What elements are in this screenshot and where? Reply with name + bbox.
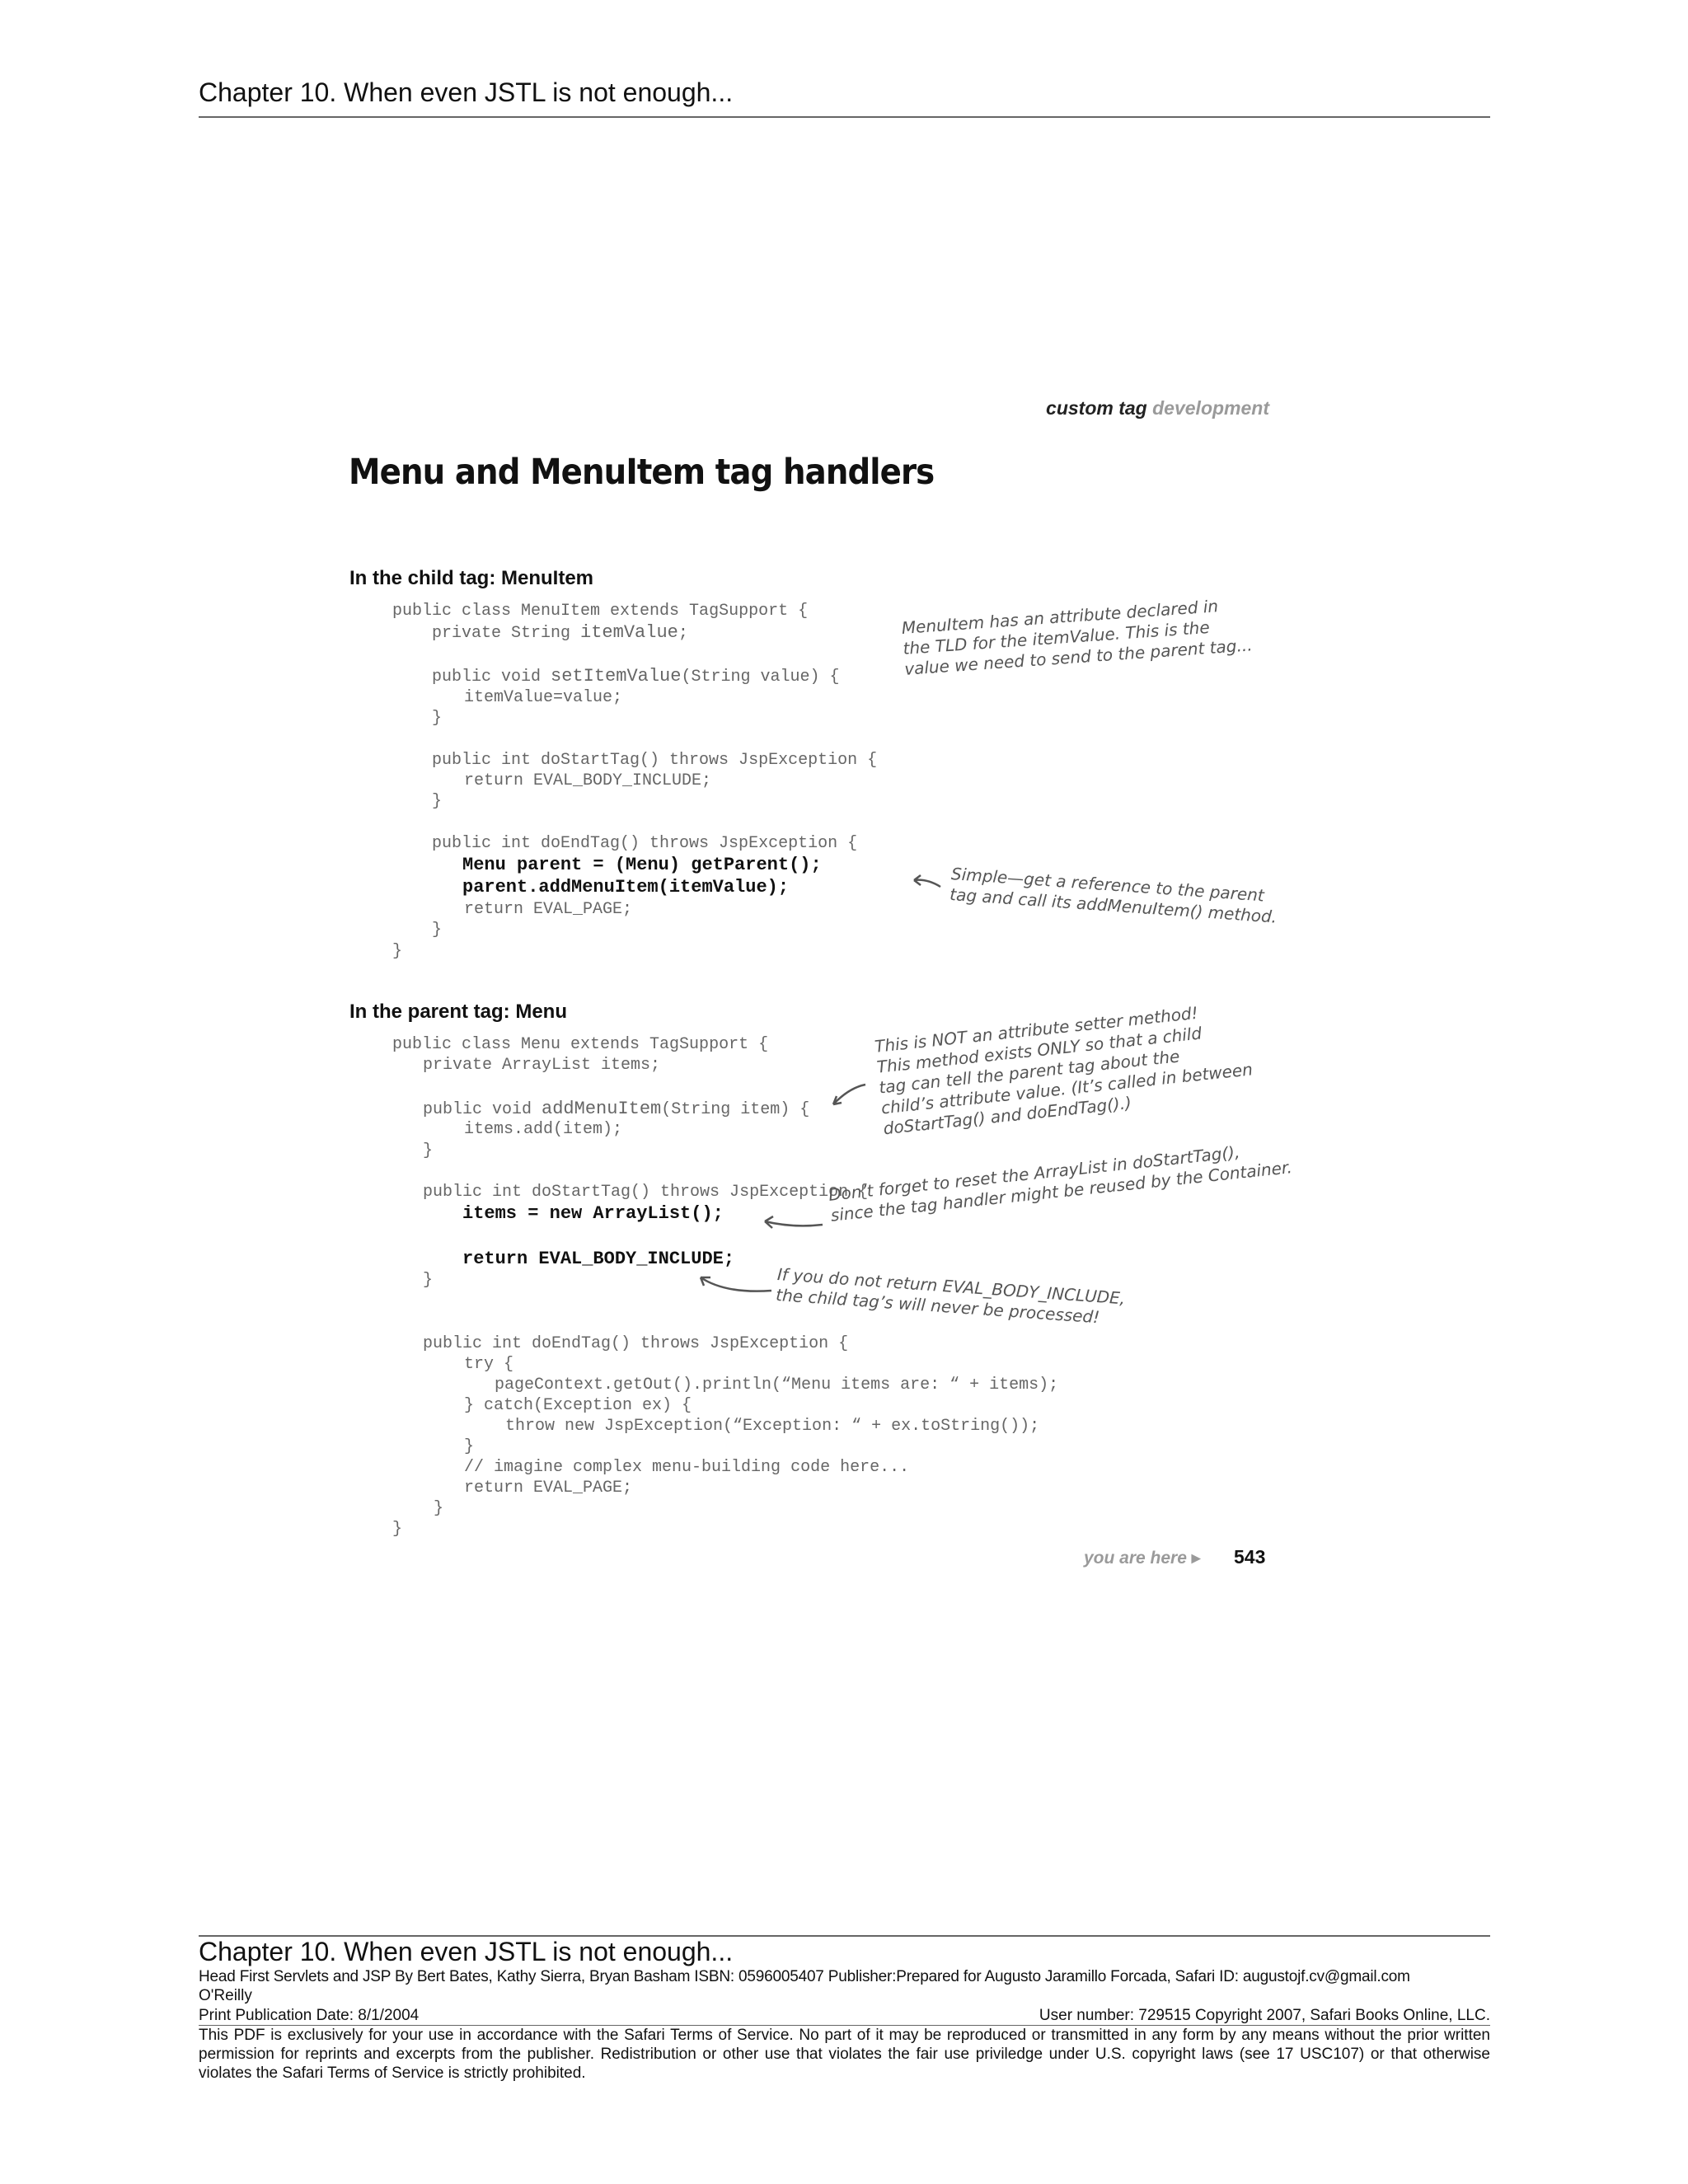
annotation-note: Simple—get a reference to the parent tag and call its addMenuItem() method. [949,864,1278,927]
code-line: parent.addMenuItem(itemValue); [462,877,790,898]
code-line: return EVAL_BODY_INCLUDE; [464,771,712,790]
annotation-note: If you do not return EVAL_BODY_INCLUDE, the child tag’s will never be processed! [775,1264,1126,1328]
code-line: } [434,1499,444,1518]
code-line: } catch(Exception ex) { [464,1396,692,1415]
code-line: } [423,1271,434,1290]
code-line: public void setItemValue(String value) { [432,666,840,687]
footer-publisher: O'Reilly [199,1987,252,2004]
footer-book-line: Head First Servlets and JSP By Bert Bates, Kathy Sierra, Bryan Basham ISBN: 0596005407 Publisher:Prepared for Augusto Jaramillo Forcada, Safari ID: augustojf.cv@gmail.com [199,1968,1410,1985]
code-line: itemValue=value; [464,688,623,707]
code-line: return EVAL_BODY_INCLUDE; [462,1249,735,1269]
section-tag-dark: custom tag [1046,397,1147,419]
code-line: } [423,1141,434,1160]
code-line: public class Menu extends TagSupport { [392,1035,769,1054]
arrow-icon [911,872,944,897]
code-line: return EVAL_PAGE; [464,1479,633,1497]
code-line: } [392,942,403,961]
annotation-note: Don’t forget to reset the ArrayList in doStartTag(), since the tag handler might be reused by the Container. [828,1141,1293,1226]
annotation-note: MenuItem has an attribute declared in the TLD for the itemValue. This is the value we need to send to the parent tag... [901,596,1254,679]
arrow-icon [760,1212,826,1236]
code-line: public int doEndTag() throws JspException { [432,834,858,853]
footer-user-line: User number: 729515 Copyright 2007, Safari Books Online, LLC. [1039,2007,1490,2024]
section-tag-light: development [1152,397,1269,419]
arrow-icon [692,1269,775,1302]
code-line: public void addMenuItem(String item) { [423,1099,810,1119]
code-line: public class MenuItem extends TagSupport { [392,602,809,621]
code-line: throw new JspException(“Exception: “ + ex.toString()); [505,1417,1040,1436]
you-are-here-label: you are here ▸ [1084,1549,1201,1568]
code-line: } [432,792,443,811]
code-line: } [432,709,443,728]
code-line: private ArrayList items; [423,1056,661,1075]
code-line: } [432,921,443,940]
footer-chapter-title: Chapter 10. When even JSTL is not enough... [199,1937,734,1966]
child-section-heading: In the child tag: MenuItem [349,567,594,589]
page-title: Menu and MenuItem tag handlers [349,452,935,493]
arrow-icon [828,1080,870,1113]
code-line: public int doEndTag() throws JspException { [423,1334,849,1353]
code-line: items = new ArrayList(); [462,1203,724,1224]
code-line: return EVAL_PAGE; [464,900,633,919]
footer-print-date: Print Publication Date: 8/1/2004 [199,2007,420,2024]
code-line: public int doStartTag() throws JspException { [423,1183,869,1202]
code-line: } [392,1520,403,1539]
code-line: public int doStartTag() throws JspException { [432,751,878,770]
code-line: Menu parent = (Menu) getParent(); [462,855,822,875]
code-line: pageContext.getOut().println(“Menu items are: “ + items); [495,1376,1059,1394]
page-number: 543 [1234,1546,1266,1568]
parent-section-heading: In the parent tag: Menu [349,1001,567,1023]
code-line: items.add(item); [464,1120,623,1139]
code-line: private String itemValue; [432,622,688,643]
chapter-header: Chapter 10. When even JSTL is not enough... [199,77,734,107]
annotation-note: This is NOT an attribute setter method! This method exists ONLY so that a child tag can tell the parent tag about the child’s attribute value. (It’s called in between doStartTag() and doEndTag().) [874,1002,1254,1139]
code-line: } [464,1437,475,1456]
header-divider [199,116,1490,118]
code-line: // imagine complex menu-building code here... [464,1458,910,1477]
code-line: try { [464,1355,514,1374]
section-tag [1046,397,1269,419]
footer-legal: This PDF is exclusively for your use in accordance with the Safari Terms of Service. No part of it may be reproduced or transmitted in any form by any means without the prior written permission for reprints and excerpts from the publisher. Redistribution or other use that violates the fair use priviledge under U.S. copyright laws (see 17 USC107) or that otherwise violates the Safari Terms of Service is strictly prohibited. [199,2027,1490,2082]
